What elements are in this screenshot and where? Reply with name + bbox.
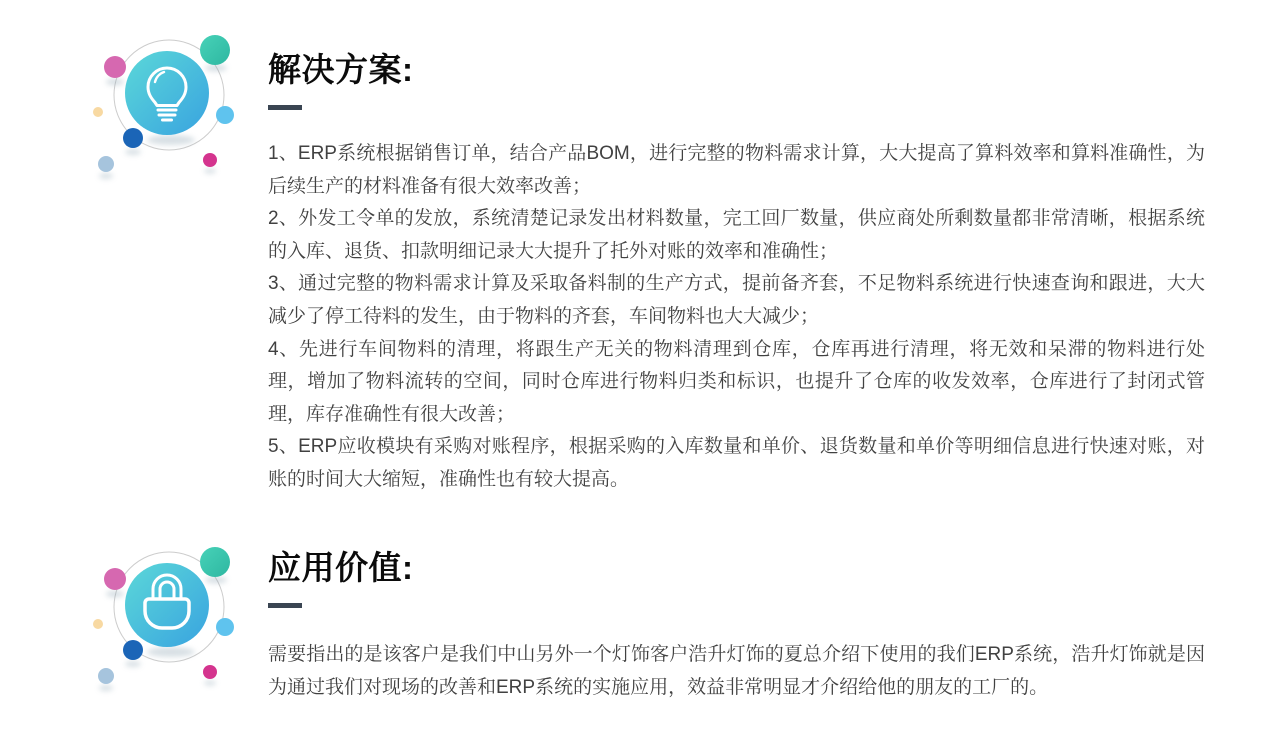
dot-gray-blue <box>98 156 114 172</box>
value-title: 应用价值: <box>268 549 414 586</box>
dot-dark-blue <box>123 128 143 148</box>
dot-light-blue <box>216 618 234 636</box>
lightbulb-graphic <box>85 25 250 197</box>
value-title-underline <box>268 603 302 608</box>
dot-pink <box>104 568 126 590</box>
solution-icon-cluster <box>85 25 250 197</box>
solution-title: 解决方案: <box>268 51 414 88</box>
solution-item-2: 2、外发工令单的发放，系统清楚记录发出材料数量，完工回厂数量，供应商处所剩数量都非常清晰，根据系统的入库、退货、扣款明细记录大大提升了托外对账的效率和准确性； <box>268 208 1205 262</box>
dot-teal <box>200 35 230 65</box>
dot-pink <box>104 56 126 78</box>
dot-yellow <box>93 107 103 117</box>
value-icon-cluster <box>85 537 250 709</box>
solution-item-4: 4、先进行车间物料的清理，将跟生产无关的物料清理到仓库，仓库再进行清理，将无效和呆滞的物料进行处理，增加了物料流转的空间，同时仓库进行物料归类和标识，也提升了仓库的收发效率，仓库进行了封闭式管理，库存准确性有很大改善； <box>268 338 1205 425</box>
dot-light-blue <box>216 106 234 124</box>
dot-magenta <box>203 665 217 679</box>
solution-item-1: 1、ERP系统根据销售订单，结合产品BOM，进行完整的物料需求计算，大大提高了算料效率和算料准确性，为后续生产的材料准备有很大效率改善； <box>268 143 1205 197</box>
solution-section <box>268 52 1205 497</box>
solution-item-5: 5、ERP应收模块有采购对账程序，根据采购的入库数量和单价、退货数量和单价等明细信息进行快速对账，对账的时间大大缩短，准确性也有较大提高。 <box>268 436 1205 490</box>
icon-circle <box>125 51 209 135</box>
dot-yellow <box>93 619 103 629</box>
dot-gray-blue <box>98 668 114 684</box>
value-paragraphs <box>268 639 1205 704</box>
solution-title-underline <box>268 105 302 110</box>
dot-dark-blue <box>123 640 143 660</box>
dot-teal <box>200 547 230 577</box>
solution-paragraphs <box>268 138 1205 497</box>
solution-item-3: 3、通过完整的物料需求计算及采取备料制的生产方式，提前备齐套，不足物料系统进行快速查询和跟进，大大减少了停工待料的发生，由于物料的齐套，车间物料也大大减少； <box>268 273 1205 327</box>
value-section <box>268 550 1205 704</box>
padlock-graphic <box>85 537 250 709</box>
value-paragraph: 需要指出的是该客户是我们中山另外一个灯饰客户浩升灯饰的夏总介绍下使用的我们ERP系统，浩升灯饰就是因为通过我们对现场的改善和ERP系统的实施应用，效益非常明显才介绍给他的朋友的工厂的。 <box>268 644 1205 698</box>
dot-magenta <box>203 153 217 167</box>
